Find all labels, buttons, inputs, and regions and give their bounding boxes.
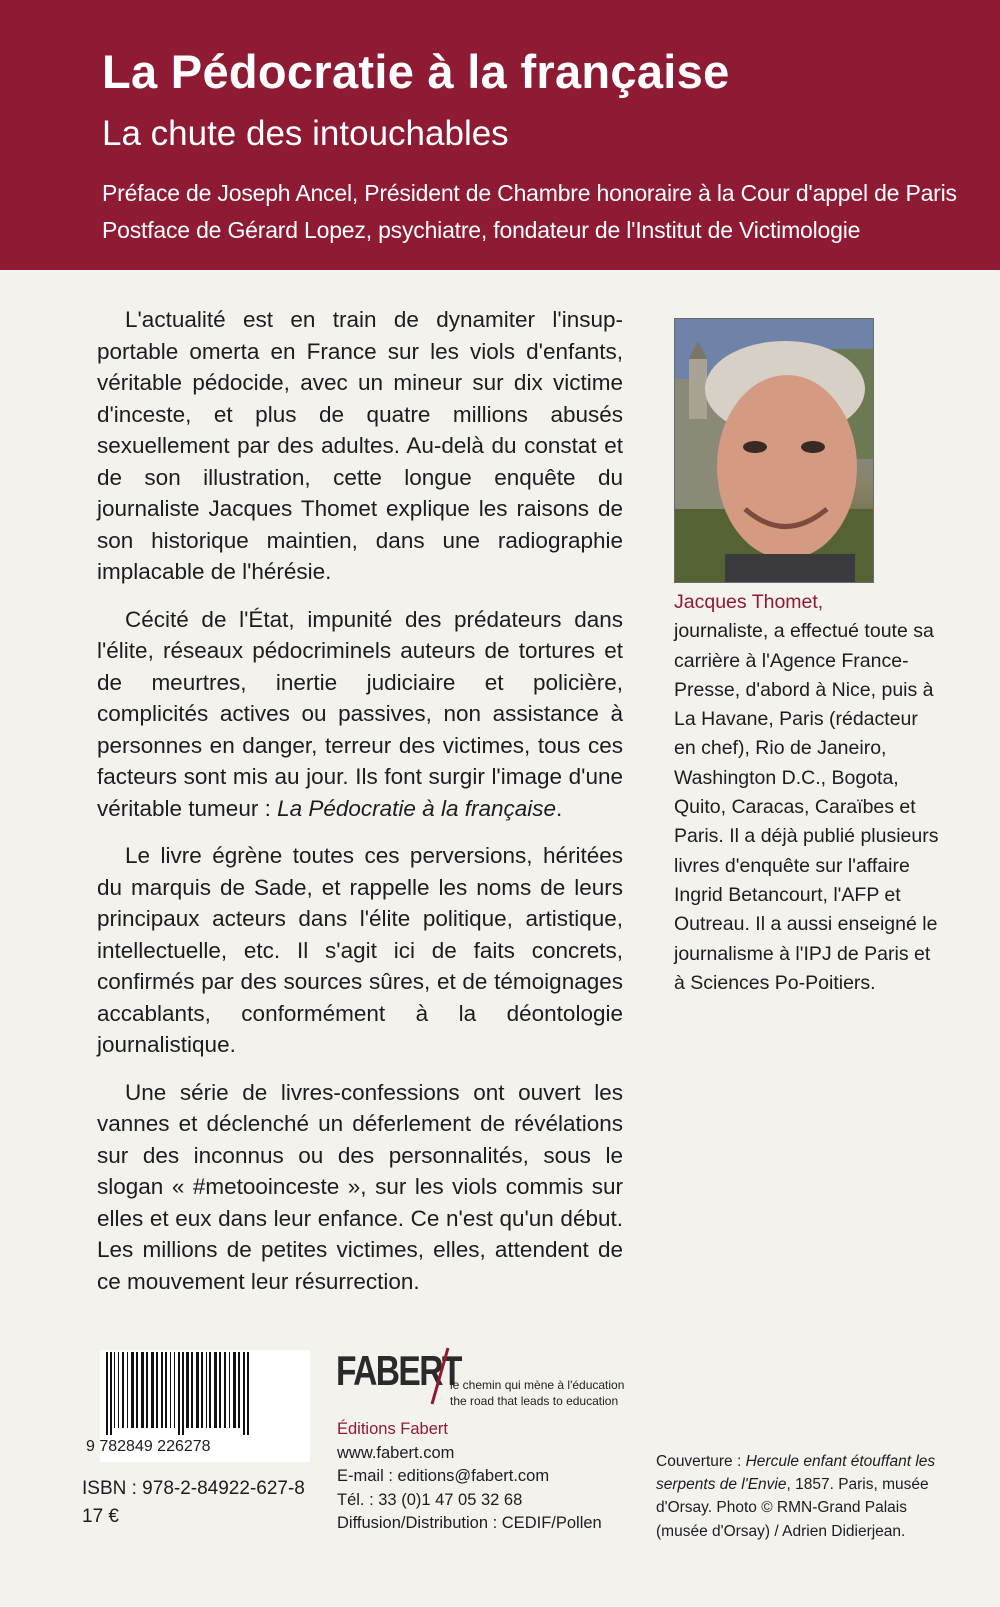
preface-credit: Préface de Joseph Ancel, Président de Chambre honoraire à la Cour d'appel de Paris — [102, 180, 957, 206]
artwork-title: Hercule enfant étouffant les serpents de l'Envie — [656, 1453, 936, 1494]
publisher-distribution: Diffusion/Distribution : CEDIF/Pollen — [337, 1514, 602, 1532]
book-subtitle: La chute des intouchables — [102, 114, 509, 153]
publisher-website: www.fabert.com — [337, 1443, 455, 1462]
tagline-en: the road that leads to education — [450, 1394, 619, 1408]
publisher-email: E-mail : editions@fabert.com — [337, 1467, 550, 1485]
author-bio — [674, 588, 944, 998]
tagline-fr: le chemin qui mène à l'éducation — [450, 1378, 625, 1392]
blurb-paragraph-1: L'actualité est en train de dynamiter l'insupportable omerta en France sur les viols d'enfants, véritable pédocide, avec un mineur sur dix victime d'inceste, et plus de quatre millions abusés sexuellement par des adultes. Au-delà du constat et de son illustration, cette longue enquête du journaliste Jacques Thomet explique les raisons de son historique maintien, dans une radiographie implacable de l'hérésie. — [97, 307, 623, 584]
cover-credit: Couverture : Hercule enfant étouffant les serpents de l'Envie, 1857. Paris, musée d'Orsay. Photo © RMN-Grand Palais (musée d'Orsay) / Adrien Didierjean. — [656, 1453, 936, 1540]
isbn: ISBN : 978-2-84922-627-8 — [82, 1478, 305, 1499]
publisher-info — [337, 1418, 602, 1536]
book-title: La Pédocratie à la française — [102, 45, 730, 98]
book-title-italic: La Pédocratie à la française — [277, 795, 556, 821]
barcode-digits: 9 782849 226278 — [86, 1438, 211, 1455]
blurb-paragraph-3: Le livre égrène toutes ces perversions, héritées du marquis de Sade, et rappelle les noms de leurs principaux acteurs dans l'élite politique, artistique, intellectuelle, etc. Il s'agit ici de faits concrets, confirmés par des sources sûres, et de témoignages accablants, conformément à la déontologie journalistique. — [97, 843, 623, 1057]
postface-credit: Postface de Gérard Lopez, psychiatre, fondateur de l'Institut de Victimologie — [102, 217, 861, 243]
author-bio-text: journaliste, a effectué toute sa carrière à l'Agence France-Presse, d'abord à Nice, puis à La Havane, Paris (rédacteur en chef), Rio de Janeiro, Washington D.C., Bogota, Quito, Caracas, Caraïbes et Paris. Il a déjà publié plusieurs livres d'enquête sur l'affaire Ingrid Betancourt, l'AFP et Outreau. Il a aussi enseigné le journalisme à l'IPJ de Paris et à Sciences Po-Poitiers. — [674, 620, 939, 994]
author-name: Jacques Thomet, — [674, 591, 824, 613]
fabert-logo-swoosh — [430, 1346, 452, 1406]
price: 17 € — [82, 1506, 119, 1527]
blurb-paragraph-4: Une série de livres-confessions ont ouvert les vannes et déclenché un déferlement de révélations sur des inconnus ou des personnalités, sous le slogan « #metooinceste », sur les viols commis sur elles et eux dans leur enfance. Ce n'est qu'un début. Les millions de petites victimes, elles, attendent de ce mouvement leur résurrection. — [97, 1079, 623, 1294]
author-photo — [674, 318, 874, 583]
publisher-phone: Tél. : 33 (0)1 47 05 32 68 — [337, 1490, 523, 1509]
publisher-name: Éditions Fabert — [337, 1420, 448, 1438]
fabert-logo: FABERT — [336, 1347, 461, 1394]
barcode-bars — [100, 1350, 310, 1435]
author-portrait-illustration — [675, 319, 873, 582]
title-band — [0, 0, 1000, 270]
blurb-paragraph-2: Cécité de l'État, impunité des prédateurs dans l'élite, réseaux pédocriminels auteurs de tortures et de meurtres, inertie judiciaire et policière, complicités actives ou passives, non assistance à personnes en danger, terreur des victimes, tous ces facteurs sont mis au jour. Ils font surgir l'image d'une véritable tumeur : La Pédocratie à la française. — [97, 606, 623, 821]
blurb — [97, 304, 623, 1313]
